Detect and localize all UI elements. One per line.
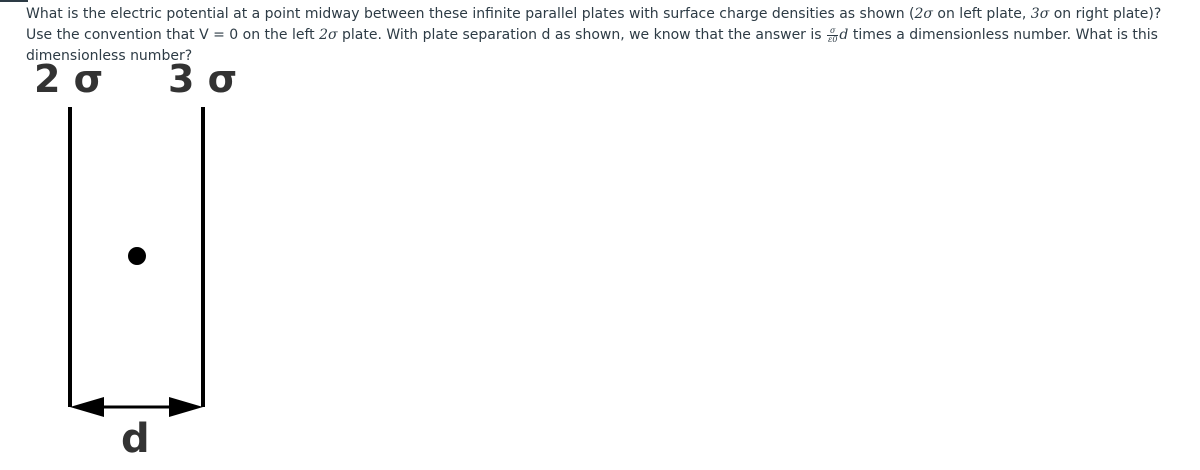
fraction-numerator: σ <box>827 27 838 36</box>
question-part-3: on right plate)? Use the convention that V = 0 on the left <box>26 6 1162 43</box>
separation-label: d <box>121 416 150 462</box>
left-arrowhead <box>70 397 104 417</box>
right-charge-symbol: 3σ <box>1030 6 1050 22</box>
separation-variable: d <box>839 27 849 43</box>
left-charge-symbol-repeat: 2σ <box>319 27 338 43</box>
fraction-denominator: ε0 <box>828 34 838 44</box>
question-part-4: plate. With plate separation d as shown, we know that the answer is <box>337 27 827 43</box>
question-part-2: on left plate, <box>932 6 1031 22</box>
question-part-5: times a dimensionless number. What is this dimensionless number? <box>26 27 1158 64</box>
left-charge-symbol: 2σ <box>914 6 933 22</box>
question-part-1: What is the electric potential at a point midway between these infinite parallel plates with surface charge densities as shown ( <box>26 6 915 22</box>
midpoint-dot <box>128 247 146 265</box>
left-plate-label: 2 σ <box>34 57 104 101</box>
right-arrowhead <box>169 397 203 417</box>
right-plate-label: 3 σ <box>168 57 238 101</box>
